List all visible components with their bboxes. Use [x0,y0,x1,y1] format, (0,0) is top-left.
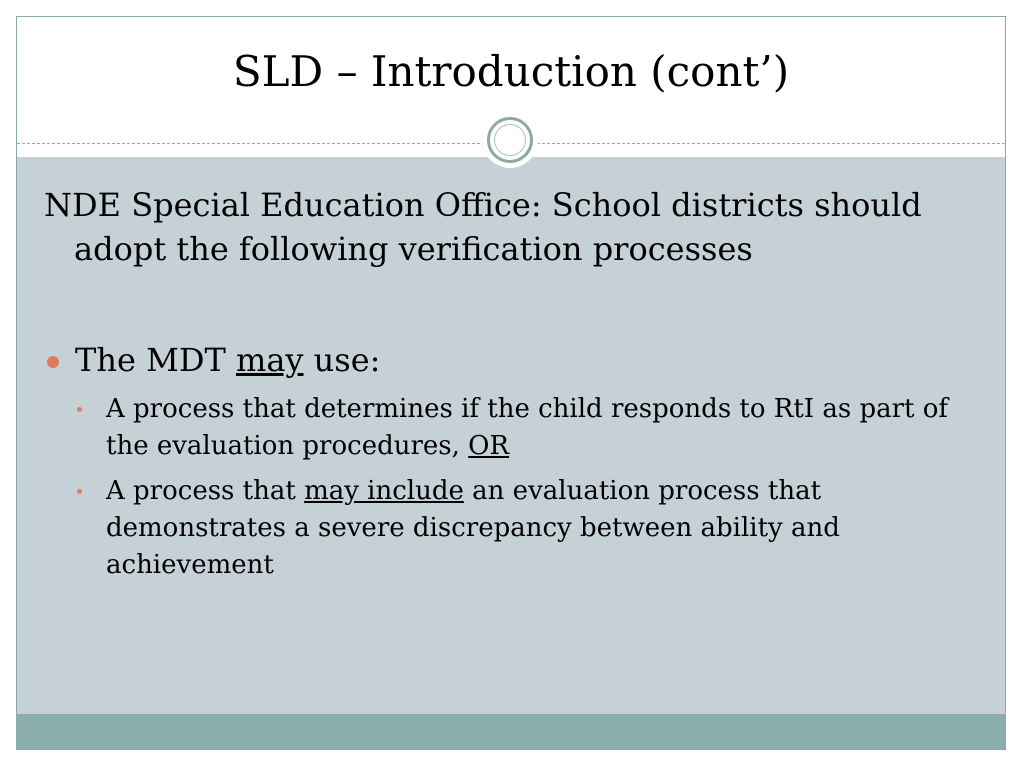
intro-paragraph: NDE Special Education Office: School districts should adopt the following verification processes [44,186,922,268]
sub-bullet-text: A process that determines if the child responds to RtI as part of the evaluation procedures, OR [106,394,949,461]
sub-bullet-dot-icon [77,407,82,412]
sub-bullet-dot-icon [77,489,82,494]
underlined-may: may [236,341,304,379]
bullet-text: The MDT may use: [75,341,381,379]
slide-title: SLD – Introduction (cont’) [232,47,790,96]
content-area [17,157,1005,715]
underlined-may-include: may include [304,476,464,506]
underlined-or: OR [468,431,510,461]
slide [16,16,1006,750]
bullet-dot-icon [47,356,59,368]
circle-ornament-icon [482,112,538,168]
footer-bar [17,714,1005,749]
sub-bullet-text: A process that may include an evaluation process that demonstrates a severe discrepancy between ability and achievement [106,476,840,580]
